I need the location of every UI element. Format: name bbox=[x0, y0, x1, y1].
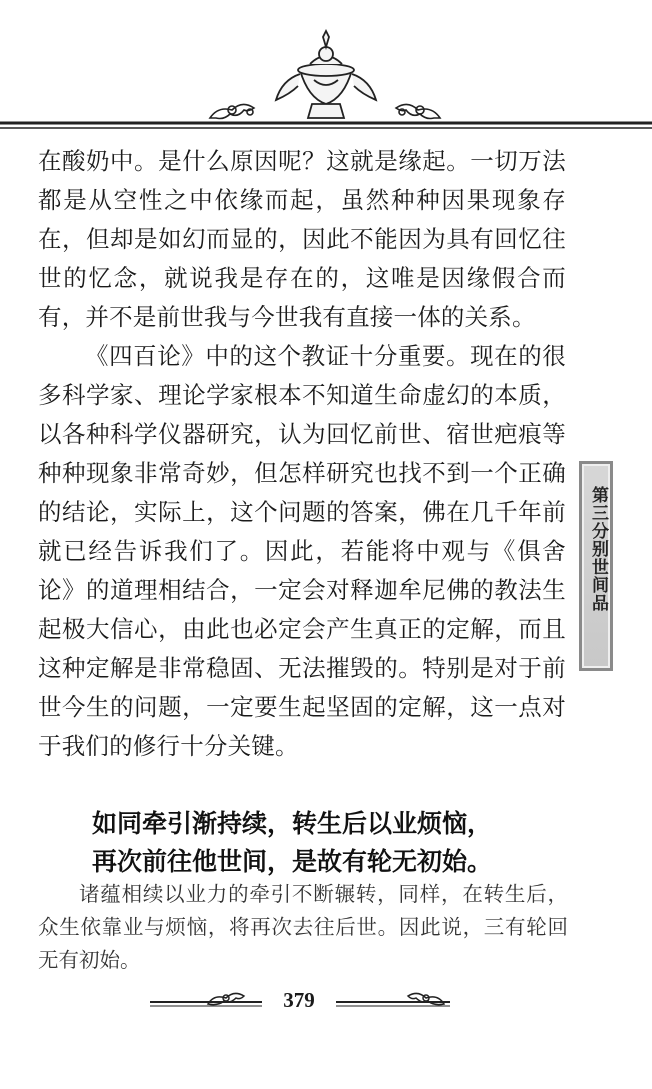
commentary: 诸蕴相续以业力的牵引不断辗转，同样，在转生后，众生依靠业与烦恼，将再次去往后世。因此说，三有轮回无有初始。 bbox=[38, 882, 568, 972]
paragraph: 《四百论》中的这个教证十分重要。现在的很多科学家、理论学家根本不知道生命虚幻的本质，以各种科学仪器研究，认为回忆前世、宿世疤痕等种种现象非常奇妙，但怎样研究也找不到一个正确的结论，实际上，这个问题的答案，佛在几千年前就已经告诉我们了。因此，若能将中观与《俱舍论》的道理相结合，一定会对释迦牟尼佛的教法生起极大信心，由此也必定会产生真正的定解，而且这种定解是非常稳固、无法摧毁的。特别是对于前世今生的问题，一定要生起坚固的定解，这一点对于我们的修行十分关键。 bbox=[38, 342, 566, 760]
verse-line: 如同牵引渐持续，转生后以业烦恼， bbox=[92, 809, 493, 838]
chapter-tab-label: 第三分别世间品 bbox=[588, 486, 608, 612]
page-number: 379 bbox=[283, 988, 315, 1012]
verse-line: 再次前往他世间，是故有轮无初始。 bbox=[92, 847, 493, 876]
body-text bbox=[38, 142, 566, 766]
paragraph: 在酸奶中。是什么原因呢？这就是缘起。一切万法都是从空性之中依缘而起，虽然种种因果现象存在，但却是如幻而显的，因此不能因为具有回忆往世的忆念，就说我是存在的，这唯是因缘假合而有，并不是前世我与今世我有直接一体的关系。 bbox=[38, 147, 566, 331]
header-ornament bbox=[0, 0, 652, 140]
chapter-tab bbox=[579, 461, 613, 671]
treasure-vase-icon bbox=[276, 31, 376, 118]
